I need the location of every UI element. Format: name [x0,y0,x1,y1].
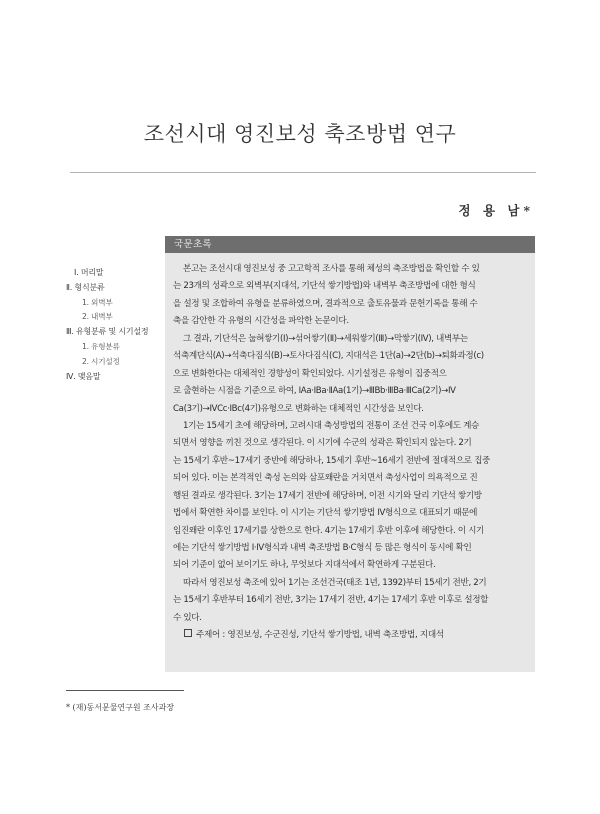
abstract-header-bar [165,236,535,253]
abstract-line: Ca(3기)→ⅣCc·ⅠBc(4기)유형으로 변화하는 대체적인 시간성을 보인다. [173,403,424,414]
abstract-line: 으로 변화한다는 대체적인 경향성이 확인되었다. 시기설정은 유형이 집중적으 [173,368,447,379]
checkbox-square-icon [184,629,192,637]
toc-item-2: Ⅱ. 형식분류 [66,282,105,292]
abstract-box [165,236,535,672]
abstract-line: 되어 기준이 없어 보이기도 하나, 무엇보다 지대석에서 확연하게 구분된다. [173,560,436,571]
abstract-line: 되면서 영향을 끼친 것으로 생각된다. 이 시기에 수군의 성곽은 확인되지 않는다. 2기 [173,438,472,449]
toc-item-3-2: 2. 시기설정 [82,356,120,366]
toc-item-3: Ⅲ. 유형분류 및 시기설정 [66,327,149,337]
abstract-heading: 국문초록 [174,239,212,250]
abstract-line: 되어 있다. 이는 본격적인 축성 논의와 삼포왜란을 거치면서 축성사업이 의욕적으로 진 [173,473,478,484]
abstract-line: 임진왜란 이후인 17세기를 상한으로 한다. 4기는 17세기 후반 이후에 해당한다. 이 시기 [173,525,485,536]
abstract-line: 로 출현하는 시점을 기준으로 하여, ⅠAa·ⅠBa·ⅡAa(1기)→ⅢBb·ⅢBa·ⅢCa(2기)→Ⅳ [173,386,456,397]
toc-item-3-1: 1. 유형분류 [82,341,120,351]
abstract-body [173,261,527,627]
abstract-line: 는 23개의 성곽으로 외벽부(지대석, 기단석 쌓기방법)와 내벽부 축조방법에 대한 형식 [173,281,476,292]
paper-title: 조선시대 영진보성 축조방법 연구 [143,122,457,146]
footnote: * (재)동서문물연구원 조사과장 [66,703,175,712]
keywords-text: 주제어 : 영진보성, 수군진성, 기단석 쌓기방법, 내벽 축조방법, 지대석 [196,630,444,640]
abstract-line: 수 있다. [173,612,202,623]
abstract-line: 을 설정 및 조합하여 유형을 분류하였으며, 결과적으로 출토유물과 문헌기록을 통해 수 [173,298,478,309]
title-divider [70,172,536,173]
toc-item-1: Ⅰ. 머리말 [74,268,104,277]
abstract-line: 에는 기단석 쌓기방법 Ⅰ·Ⅳ형식과 내벽 축조방법 B·C형식 등 많은 형식이 동시에 확인 [173,543,472,553]
abstract-line: 1기는 15세기 초에 해당하며, 고려시대 축성방법의 전통이 조선 건국 이후에도 계승 [183,420,480,431]
footnote-divider [66,690,184,691]
author-name: 정 용 남* [458,203,534,218]
keywords-line [184,628,444,640]
abstract-line: 석축계단식(A)→석축다짐식(B)→토사다짐식(C), 지대석은 1단(a)→2단(b)→퇴화과정(c) [173,351,484,362]
abstract-line: 따라서 영진보성 축조에 있어 1기는 조선건국(태조 1년, 1392)부터 15세기 전반, 2기 [183,577,487,588]
toc-item-2-1: 1. 외벽부 [82,297,113,307]
abstract-line: 법에서 확연한 차이를 보인다. 이 시기는 기단석 쌓기방법 Ⅳ형식으로 대표되기 때문에 [173,508,478,519]
abstract-line: 축을 감안한 각 유형의 시간성을 파악한 논문이다. [173,316,349,327]
abstract-line: 그 결과, 기단석은 눕혀쌓기(Ⅰ)→섞어쌓기(Ⅱ)→세워쌓기(Ⅲ)→막쌓기(Ⅳ), 내벽부는 [183,333,468,344]
toc-item-2-2: 2. 내벽부 [82,312,113,322]
abstract-line: 는 15세기 후반부터 16세기 전반, 3기는 17세기 전반, 4기는 17세기 후반 이후로 설정할 [173,595,489,606]
abstract-line: 본고는 조선시대 영진보성 중 고고학적 조사를 통해 체성의 축조방법을 확인할 수 있 [183,264,480,274]
toc-item-4: Ⅳ. 맺음말 [66,371,101,381]
abstract-line: 는 15세기 후반~17세기 중반에 해당하나, 15세기 후반~16세기 전반에 절대적으로 집중 [173,455,491,466]
abstract-line: 행된 결과로 생각된다. 3기는 17세기 전반에 해당하며, 이전 시기와 달리 기단석 쌓기방 [173,490,482,501]
table-of-contents [66,266,166,384]
